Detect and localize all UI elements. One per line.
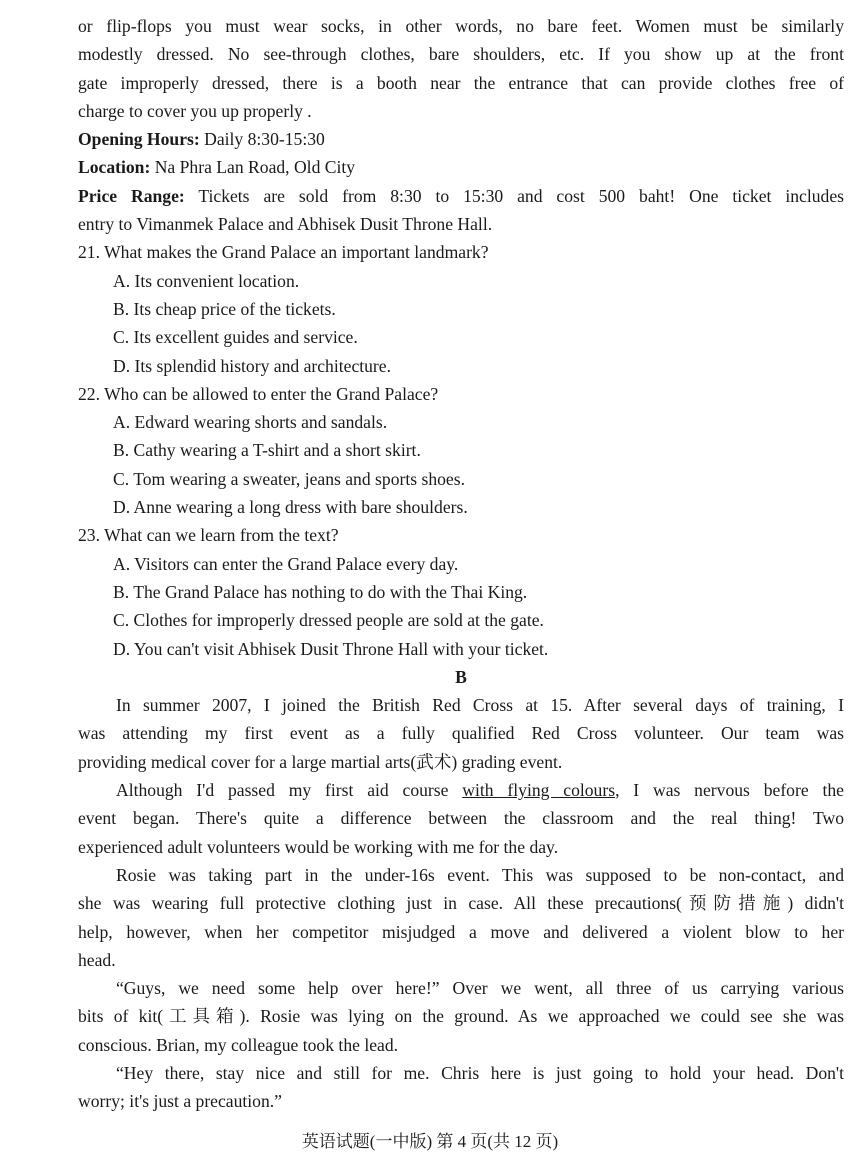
option-c: C. Its excellent guides and service.	[113, 327, 358, 348]
text-line: Rosie was taking part in the under-16s event. This was supposed to be non-contact, and	[116, 864, 844, 885]
opening-hours	[78, 125, 844, 153]
passage-a	[78, 12, 844, 238]
price-range-continuation: entry to Vimanmek Palace and Abhisek Dusit Throne Hall.	[78, 214, 493, 235]
text-line: conscious. Brian, my colleague took the lead.	[78, 1034, 399, 1055]
price-range	[78, 182, 844, 210]
price-range-value: Tickets are sold from 8:30 to 15:30 and cost 500 baht! One ticket includes	[184, 185, 844, 206]
question-22	[78, 380, 844, 521]
option-a: A. Visitors can enter the Grand Palace every day.	[113, 553, 459, 574]
text-line: gate improperly dressed, there is a booth near the entrance that can provide clothes free of	[78, 72, 844, 93]
text-line: charge to cover you up properly .	[78, 100, 312, 121]
text-line: she was wearing full protective clothing just in case. All these precautions(预防措施) didn't	[78, 893, 844, 914]
question-21	[78, 238, 844, 379]
text-fragment: , I was nervous before the	[615, 780, 844, 801]
option-d: D. You can't visit Abhisek Dusit Throne Hall with your ticket.	[113, 638, 549, 659]
paragraph-1	[78, 691, 844, 776]
question-23	[78, 521, 844, 662]
page-footer: 英语试题(一中版) 第 4 页(共 12 页)	[301, 1132, 559, 1151]
question-stem: 23. What can we learn from the text?	[78, 525, 339, 546]
text-line: In summer 2007, I joined the British Red Cross at 15. After several days of training, I	[116, 695, 844, 716]
option-b: B. Its cheap price of the tickets.	[113, 298, 336, 319]
opening-hours-label: Opening Hours:	[78, 129, 200, 150]
underlined-phrase: with flying colours	[462, 780, 616, 801]
option-b: B. The Grand Palace has nothing to do with the Thai King.	[113, 581, 528, 602]
option-c: C. Tom wearing a sweater, jeans and sports shoes.	[113, 468, 465, 489]
option-a: A. Edward wearing shorts and sandals.	[113, 412, 388, 433]
text-line: worry; it's just a precaution.”	[78, 1091, 282, 1112]
text-line: “Guys, we need some help over here!” Over we went, all three of us carrying various	[116, 978, 844, 999]
option-d: D. Its splendid history and architecture.	[113, 355, 392, 376]
question-stem: 22. Who can be allowed to enter the Grand Palace?	[78, 383, 439, 404]
option-c: C. Clothes for improperly dressed people are sold at the gate.	[113, 610, 544, 631]
text-line: modestly dressed. No see-through clothes, bare shoulders, etc. If you show up at the front	[78, 44, 844, 65]
text-line: head.	[78, 949, 116, 970]
text-line: experienced adult volunteers would be working with me for the day.	[78, 836, 559, 857]
option-b: B. Cathy wearing a T-shirt and a short skirt.	[113, 440, 421, 461]
paragraph-2	[78, 776, 844, 861]
exam-page	[78, 12, 844, 1116]
text-line: providing medical cover for a large martial arts(武术) grading event.	[78, 751, 563, 772]
price-range-label: Price Range:	[78, 185, 185, 206]
paragraph-4	[78, 974, 844, 1059]
location-value: Na Phra Lan Road, Old City	[150, 157, 356, 178]
text-line: event began. There's quite a difference between the classroom and the real thing! Two	[78, 808, 844, 829]
location-label: Location:	[78, 157, 151, 178]
text-line: was attending my first event as a fully qualified Red Cross volunteer. Our team was	[78, 723, 844, 744]
text-line: bits of kit(工具箱). Rosie was lying on the ground. As we approached we could see she was	[78, 1006, 844, 1027]
paragraph-5	[78, 1059, 844, 1116]
option-a: A. Its convenient location.	[113, 270, 300, 291]
option-d: D. Anne wearing a long dress with bare shoulders.	[113, 497, 468, 518]
location	[78, 153, 844, 181]
text-line: “Hey there, stay nice and still for me. Chris here is just going to hold your head. Don't	[116, 1062, 844, 1083]
paragraph-3	[78, 861, 844, 974]
question-stem: 21. What makes the Grand Palace an important landmark?	[78, 242, 489, 263]
text-fragment: Although I'd passed my first aid course	[116, 780, 463, 801]
text-line	[78, 776, 844, 804]
opening-hours-value: Daily 8:30-15:30	[199, 129, 325, 150]
text-line: help, however, when her competitor misjudged a move and delivered a violent blow to her	[78, 921, 844, 942]
section-heading: B	[455, 666, 467, 687]
text-line: or flip-flops you must wear socks, in other words, no bare feet. Women must be similarly	[78, 16, 844, 36]
